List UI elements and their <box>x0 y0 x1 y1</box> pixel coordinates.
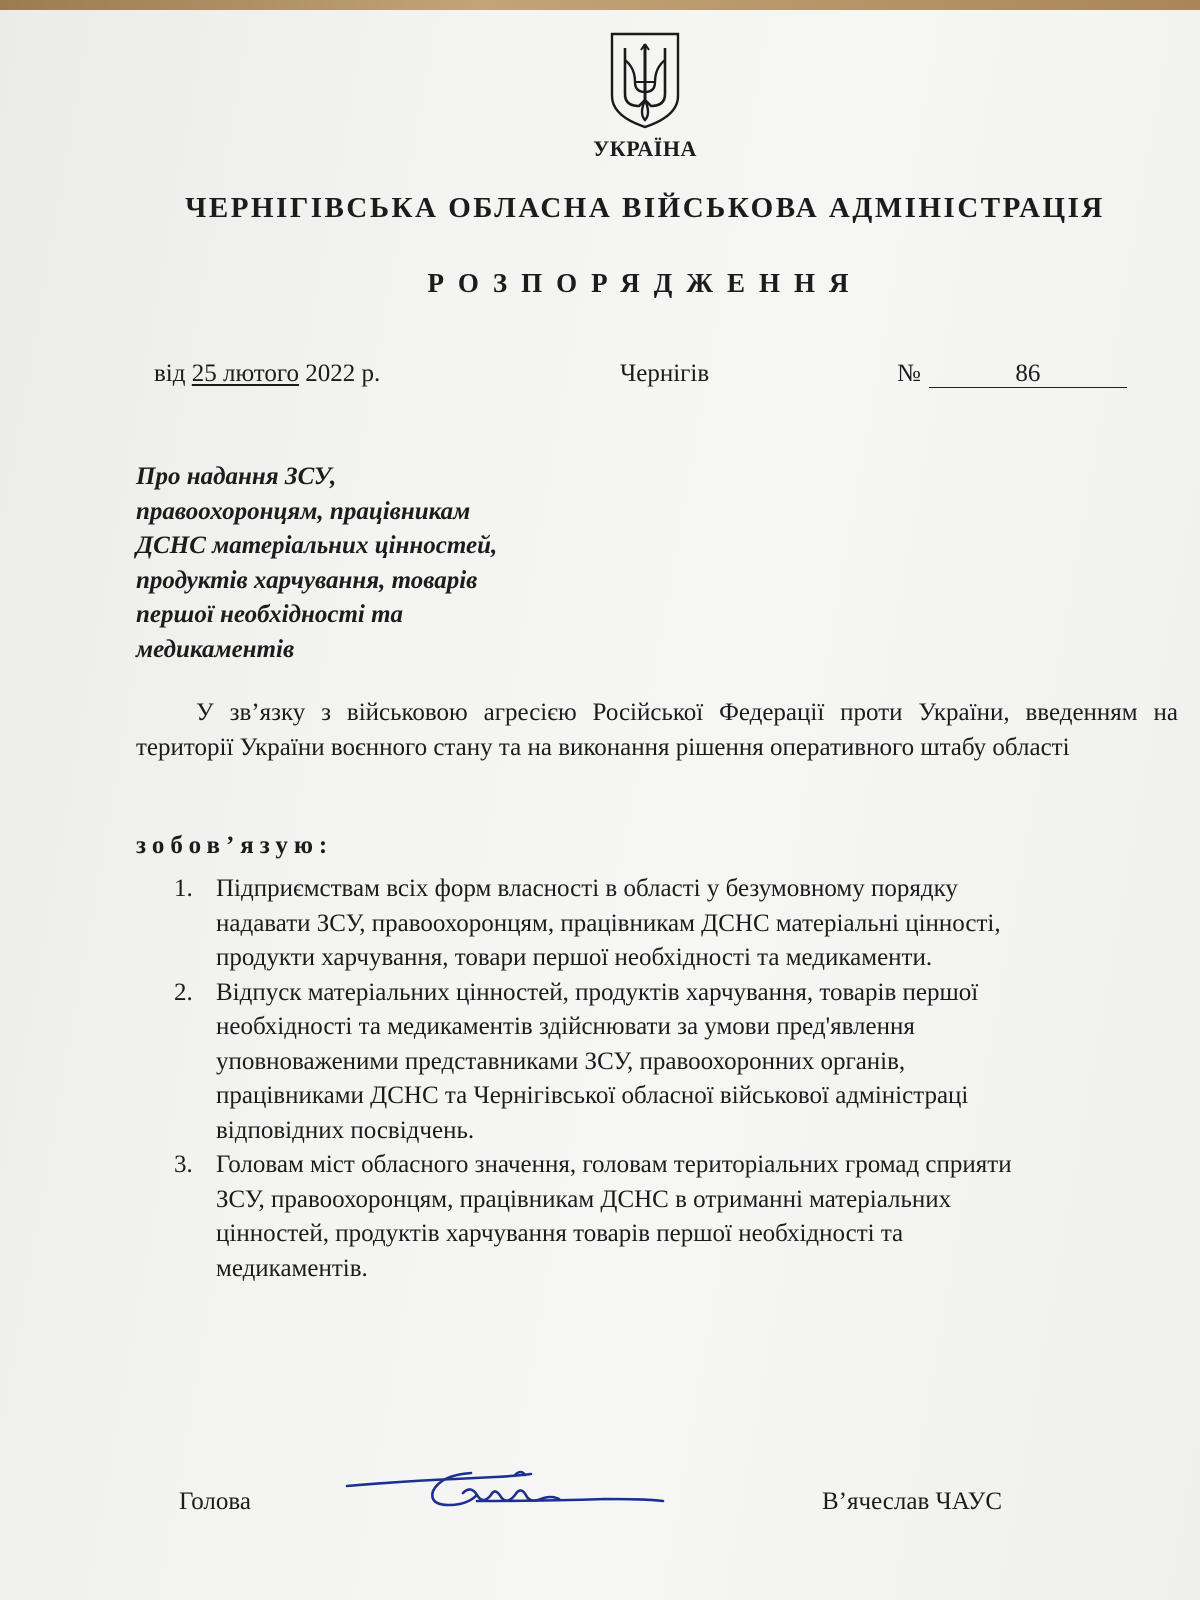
document-date <box>154 360 380 388</box>
item-line: надавати ЗСУ, правоохоронцям, працівникам ДСНС матеріальні цінності, <box>216 909 1001 937</box>
number-sign: № <box>897 360 921 387</box>
date-year: 2022 р. <box>299 360 381 387</box>
desk-surface <box>0 0 1200 10</box>
handwritten-signature <box>345 1465 675 1525</box>
order-items-list <box>174 872 1174 1286</box>
item-number: 3. <box>174 1151 193 1178</box>
item-line: ЗСУ, правоохоронцям, працівникам ДСНС в отриманні матеріальних <box>216 1185 952 1213</box>
order-item <box>174 1148 1174 1286</box>
item-line: продукти харчування, товари першої необхідності та медикаменти. <box>216 944 933 971</box>
signatory-name: В’ячеслав ЧАУС <box>822 1488 1002 1515</box>
subject-line: продуктів харчування, товарів <box>136 566 478 594</box>
item-line: уповноваженими представниками ЗСУ, правоохоронних органів, <box>216 1047 906 1075</box>
item-line: працівниками ДСНС та Чернігівської обласної військової адміністраці <box>216 1082 969 1109</box>
document-number <box>897 360 1127 388</box>
subject-line: Про надання ЗСУ, <box>136 463 337 490</box>
preamble-paragraph: У зв’язку з військовою агресією Російської Федерації проти України, введенням на території України воєнного стану та на виконання рішення оперативного штабу області <box>136 699 1178 761</box>
item-line: Відпуск матеріальних цінностей, продуктів харчування, товарів першої <box>216 978 979 1006</box>
signatory-position: Голова <box>179 1488 251 1515</box>
item-line: відповідних посвідчень. <box>216 1116 475 1144</box>
subject-line: першої необхідності та <box>136 601 404 628</box>
date-prefix: від <box>154 360 192 387</box>
subject-line: ДСНС матеріальних цінностей, <box>136 532 498 559</box>
document-type-heading: РОЗПОРЯДЖЕННЯ <box>427 268 863 298</box>
item-line: медикаментів. <box>216 1254 368 1282</box>
organization-heading: ЧЕРНІГІВСЬКА ОБЛАСНА ВІЙСЬКОВА АДМІНІСТРАЦІЯ <box>185 192 1105 224</box>
document-city: Чернігів <box>620 360 710 387</box>
document-subject <box>136 460 596 667</box>
date-day-month: 25 лютого <box>191 360 300 387</box>
coat-of-arms-icon <box>609 30 681 130</box>
order-item <box>174 872 1174 976</box>
item-line: необхідності та медикаментів здійснювати за умови пред'явлення <box>216 1013 915 1040</box>
order-item <box>174 976 1174 1149</box>
item-line: Головам міст обласного значення, головам територіальних громад сприяти <box>216 1151 1012 1178</box>
number-value: 86 <box>929 361 1127 388</box>
item-line: Підприємствам всіх форм власності в області у безумовному порядку <box>216 875 958 902</box>
item-number: 2. <box>174 978 193 1006</box>
subject-line: правоохоронцям, працівникам <box>136 497 471 525</box>
obligation-word: зобов’язую: <box>136 832 334 859</box>
item-number: 1. <box>174 875 193 902</box>
item-line: цінностей, продуктів харчування товарів першої необхідності та <box>216 1220 904 1247</box>
subject-line: медикаментів <box>136 635 295 663</box>
country-heading: УКРАЇНА <box>593 136 697 161</box>
document-page <box>0 10 1200 1600</box>
